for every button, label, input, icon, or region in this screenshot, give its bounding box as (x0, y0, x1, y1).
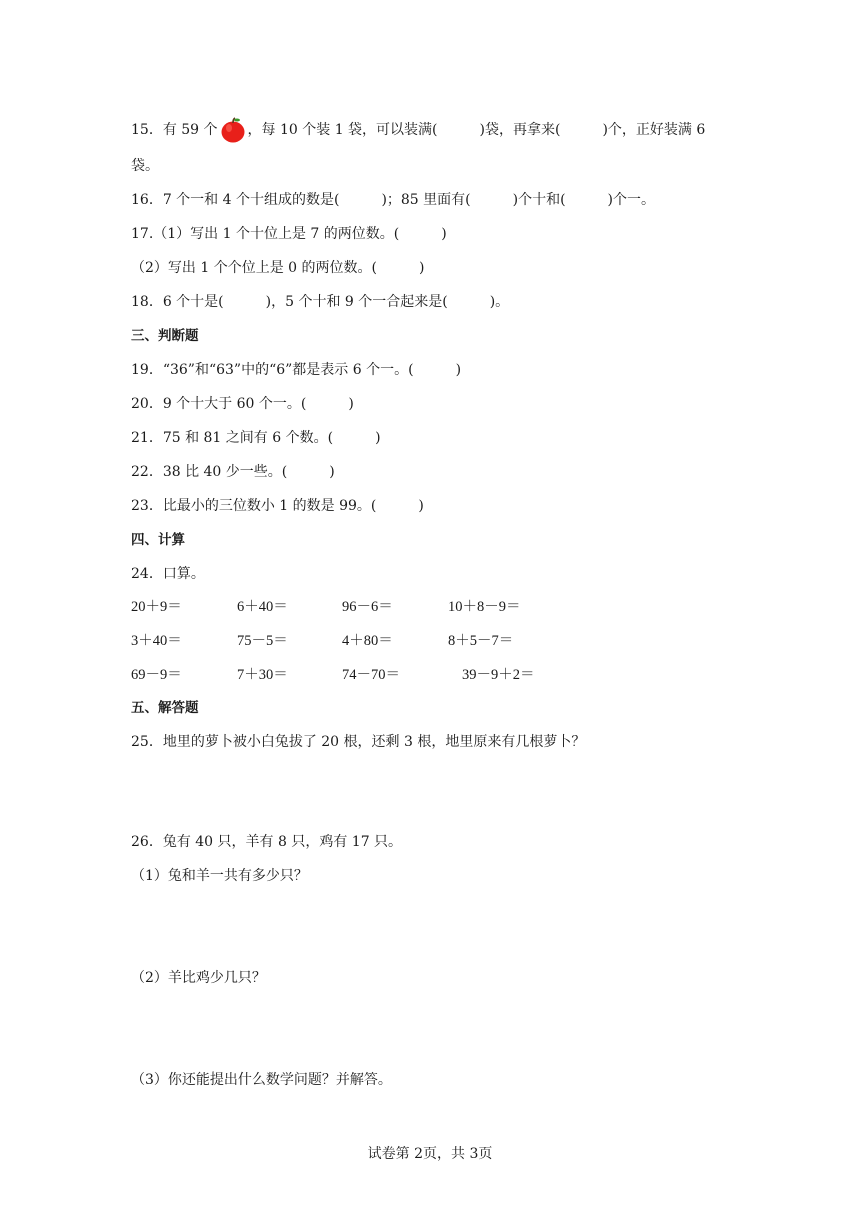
calc-item: 7＋30＝ (237, 667, 288, 683)
calc-item: 4＋80＝ (342, 633, 393, 649)
section-5-title: 五、解答题 (131, 700, 199, 716)
section-3-title: 三、判断题 (131, 328, 199, 344)
question-26-3: （3）你还能提出什么数学问题？并解答。 (131, 1072, 392, 1088)
calc-item: 75－5＝ (237, 633, 288, 649)
q15-text-a: 15．有 59 个 (131, 122, 218, 138)
q15-text-c: 袋。 (131, 158, 159, 174)
q15-text-b: ，每 10 个装 1 袋，可以装满( )袋，再拿来( )个，正好装满 6 (247, 122, 706, 138)
question-17-1: 17.（1）写出 1 个十位上是 7 的两位数。( ) (131, 226, 447, 242)
question-16: 16．7 个一和 4 个十组成的数是( )；85 里面有( )个十和( )个一。 (131, 192, 656, 208)
question-25: 25．地里的萝卜被小白兔拔了 20 根，还剩 3 根，地里原来有几根萝卜？ (131, 734, 586, 750)
red-apple-icon (220, 117, 246, 143)
question-19: 19．“36”和“63”中的“6”都是表示 6 个一。( ) (131, 362, 462, 378)
calc-item: 6＋40＝ (237, 599, 288, 615)
question-23: 23．比最小的三位数小 1 的数是 99。( ) (131, 498, 424, 514)
calc-item: 39－9＋2＝ (462, 667, 535, 683)
calc-item: 3＋40＝ (131, 633, 182, 649)
question-20: 20．9 个十大于 60 个一。( ) (131, 396, 354, 412)
question-18: 18．6 个十是( )，5 个十和 9 个一合起来是( )。 (131, 294, 510, 310)
calc-item: 20＋9＝ (131, 599, 182, 615)
page-footer: 试卷第 2页，共 3页 (367, 1146, 493, 1162)
question-17-2: （2）写出 1 个个位上是 0 的两位数。( ) (131, 260, 425, 276)
question-26-1: （1）兔和羊一共有多少只？ (131, 868, 308, 884)
section-4-title: 四、计算 (131, 532, 185, 548)
calc-item: 69－9＝ (131, 667, 182, 683)
question-22: 22．38 比 40 少一些。( ) (131, 464, 335, 480)
question-26: 26．兔有 40 只，羊有 8 只，鸡有 17 只。 (131, 834, 403, 850)
question-26-2: （2）羊比鸡少几只？ (131, 970, 266, 986)
calc-item: 96－6＝ (342, 599, 393, 615)
question-24: 24．口算。 (131, 566, 205, 582)
calc-item: 10＋8－9＝ (448, 599, 521, 615)
question-21: 21．75 和 81 之间有 6 个数。( ) (131, 430, 381, 446)
calc-item: 74－70＝ (342, 667, 400, 683)
calc-item: 8＋5－7＝ (448, 633, 514, 649)
